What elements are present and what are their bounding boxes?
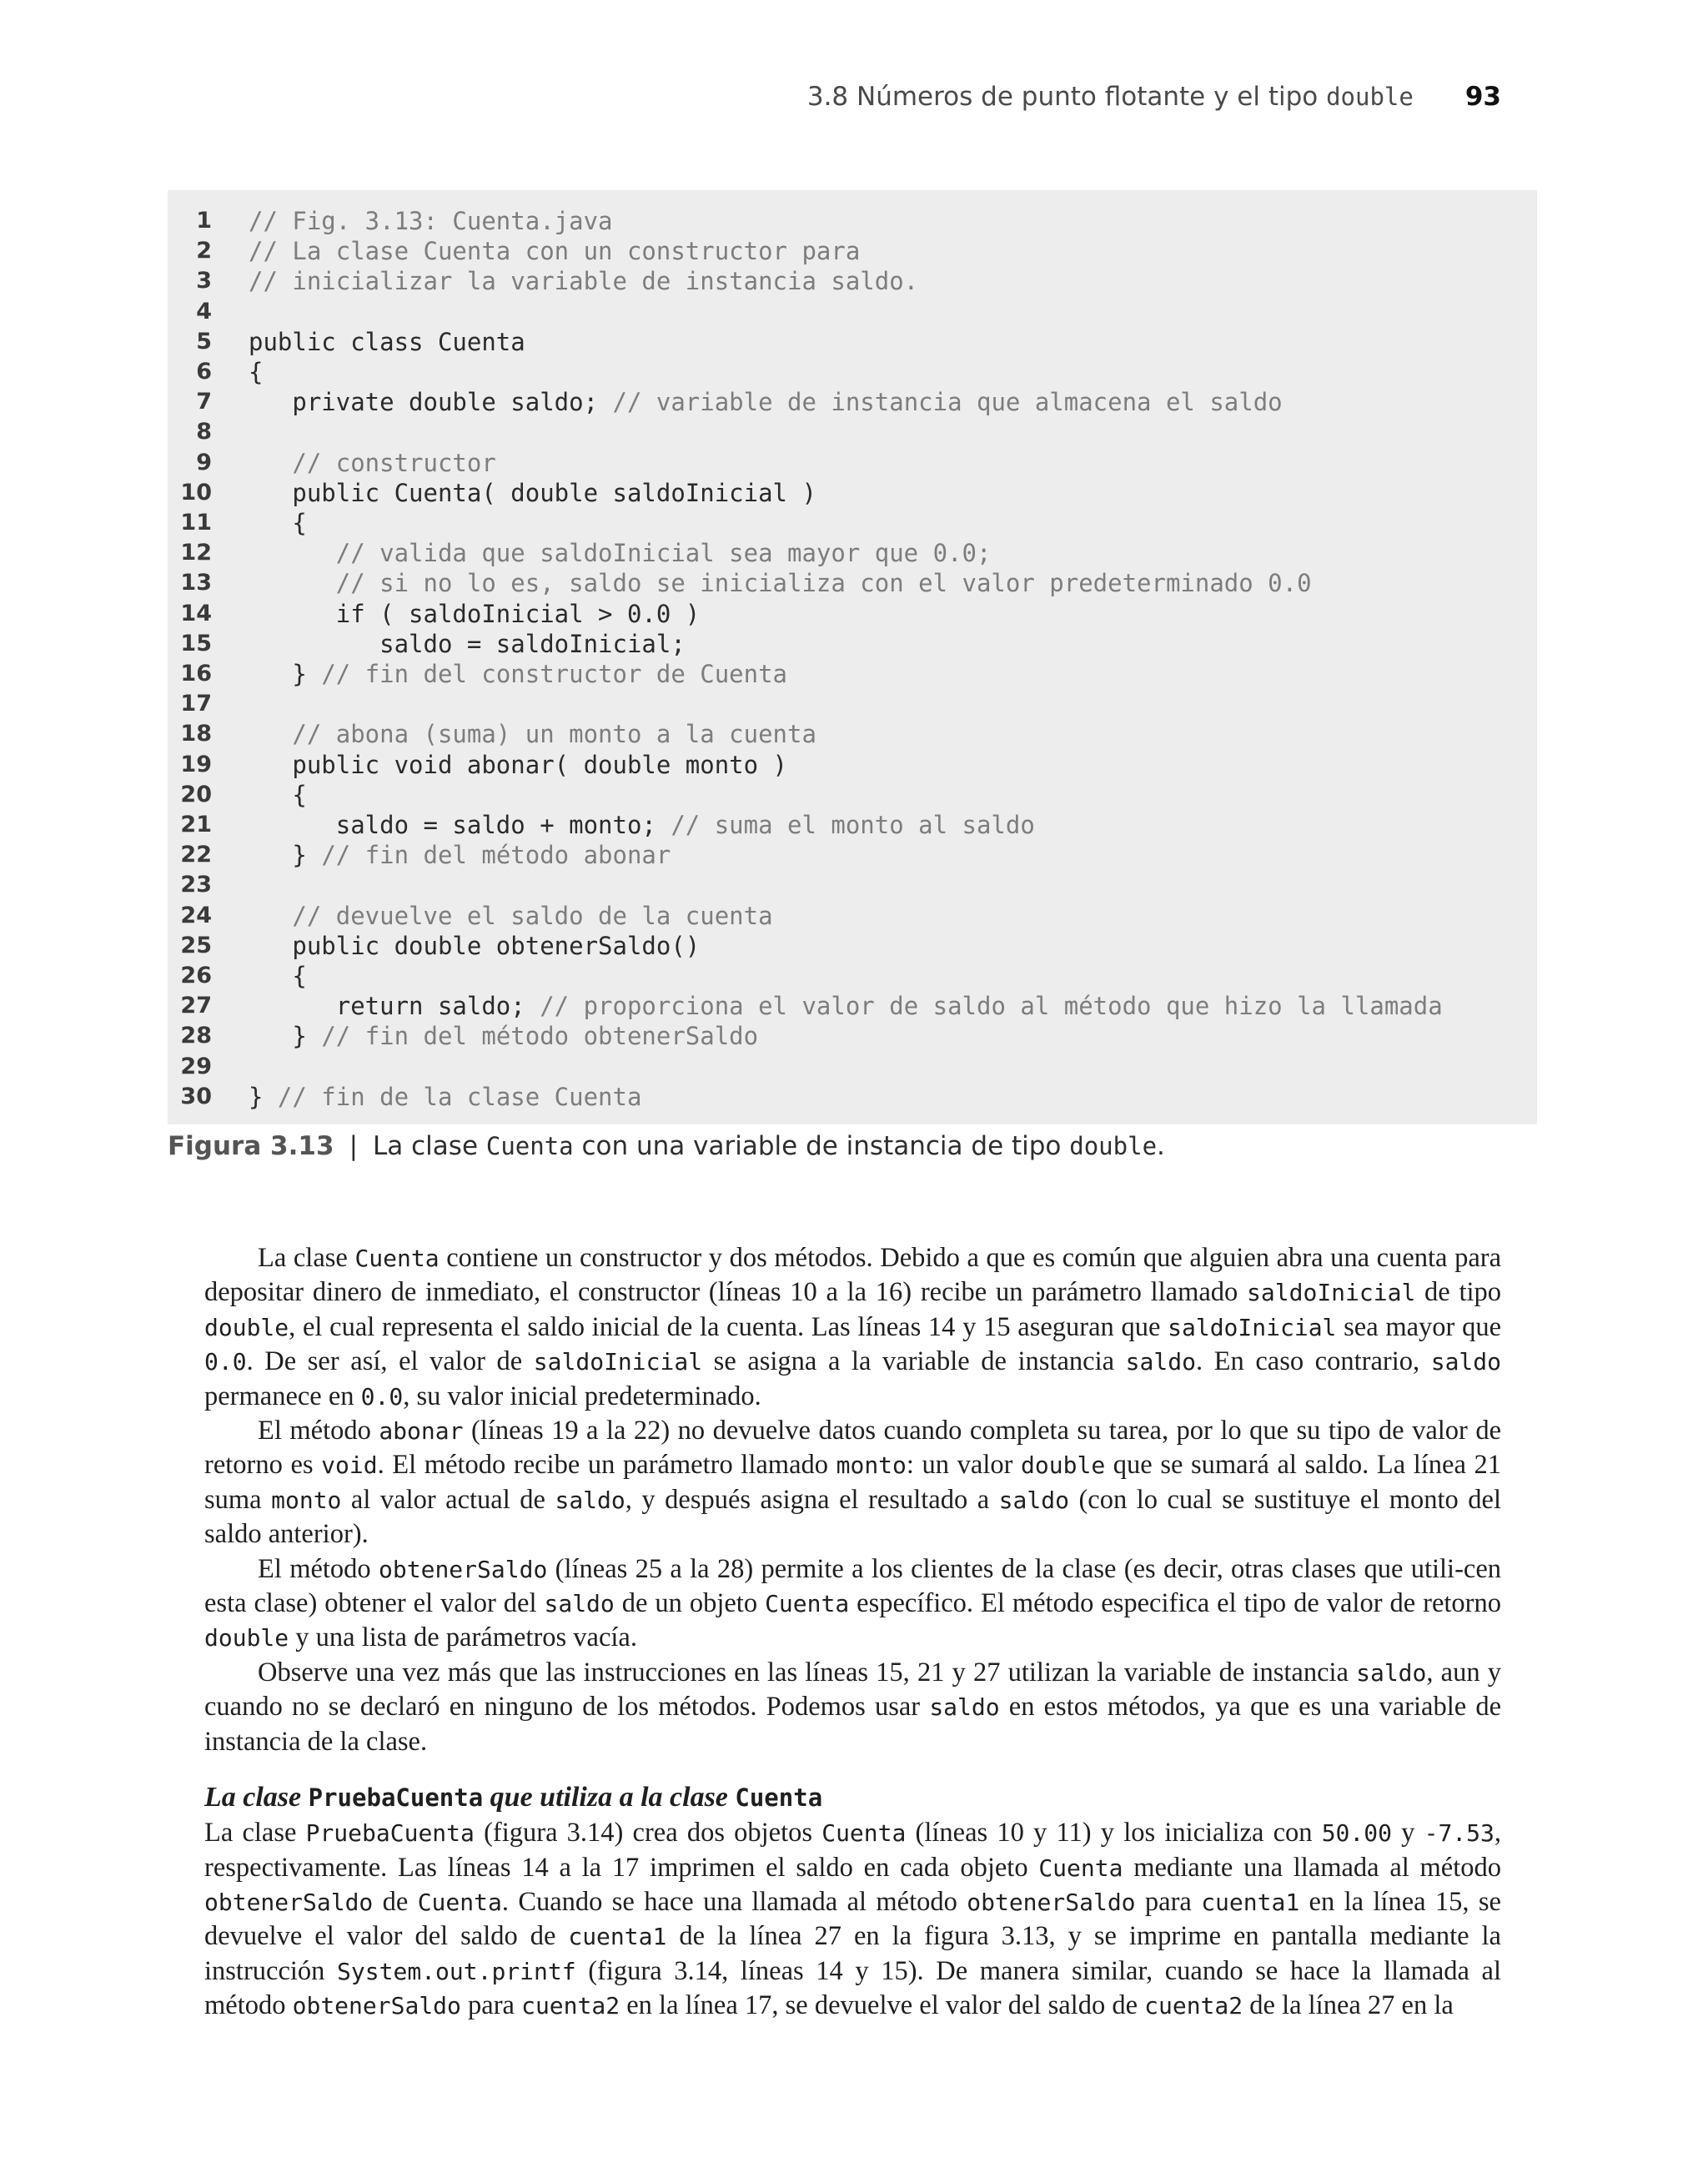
- caption-text-2: con una variable de instancia de tipo: [573, 1131, 1070, 1161]
- inline-code: saldo: [1125, 1348, 1196, 1376]
- code-text: [249, 206, 613, 236]
- inline-code: saldo: [929, 1693, 1000, 1722]
- inline-code: PruebaCuenta: [305, 1819, 475, 1848]
- paragraph: [204, 1656, 1501, 1759]
- line-number: 24: [180, 902, 212, 928]
- line-number: 1: [196, 208, 212, 234]
- inline-code: saldo: [1356, 1658, 1427, 1687]
- paragraph: [204, 1241, 1501, 1414]
- code-text: [249, 327, 525, 357]
- code-fragment: public double obtenerSaldo(): [249, 931, 701, 960]
- code-line: [168, 931, 1537, 961]
- body-text: [204, 1241, 1501, 2024]
- inline-code: saldoInicial: [1168, 1313, 1337, 1341]
- code-line: [168, 266, 1537, 296]
- inline-code: double: [1021, 1451, 1106, 1480]
- text-run: en estos métodos, ya que es una variable de instancia de la clase.: [204, 1692, 1501, 1757]
- caption-text-3: .: [1157, 1131, 1165, 1161]
- code-fragment: // si no lo es, saldo se inicializa con el valor predeterminado 0.0: [249, 569, 1312, 598]
- code-line: [168, 297, 1537, 327]
- code-text: [249, 599, 700, 629]
- code-text: [249, 840, 671, 870]
- text-run: de tipo: [1415, 1277, 1502, 1308]
- code-fragment: // constructor: [249, 448, 496, 477]
- code-fragment: // inicializar la variable de instancia saldo.: [249, 267, 919, 296]
- code-text: [249, 538, 991, 568]
- inline-code: cuenta2: [521, 1992, 620, 2020]
- text-run: al valor actual de: [341, 1484, 555, 1515]
- subheading-code-1: PruebaCuenta: [308, 1783, 484, 1813]
- running-header: [0, 82, 1501, 112]
- line-number: 10: [180, 479, 212, 506]
- section-title-code: double: [1326, 83, 1414, 111]
- line-number: 2: [196, 238, 212, 264]
- code-text: [249, 478, 816, 508]
- caption-text-1: La clase: [373, 1131, 486, 1161]
- line-number: 23: [180, 872, 212, 898]
- code-line: [168, 659, 1537, 689]
- code-text: [249, 448, 496, 478]
- text-run: , el cual representa el saldo inicial de la cuenta. Las líneas 14 y 15 aseguran que: [289, 1311, 1168, 1342]
- code-line: [168, 961, 1537, 991]
- text-run: La clase: [204, 1818, 306, 1849]
- section-title: 3.8 Números de punto flotante y el tipo: [806, 82, 1327, 112]
- text-run: La clase: [258, 1243, 355, 1273]
- text-run: . El método recibe un parámetro llamado: [377, 1450, 836, 1481]
- line-number: 9: [196, 449, 212, 475]
- code-fragment: if ( saldoInicial > 0.0 ): [249, 599, 701, 628]
- code-text: [249, 901, 773, 931]
- code-text: [249, 357, 263, 387]
- inline-code: double: [204, 1624, 289, 1652]
- code-text: [249, 266, 918, 296]
- code-text: [249, 991, 1443, 1021]
- line-number: 12: [180, 540, 212, 566]
- line-number: 18: [180, 721, 212, 747]
- code-line: [168, 901, 1537, 931]
- text-run: , respectivamente. Las líneas 14 a la 17 imprimen el saldo en cada objeto: [204, 1818, 1502, 1883]
- code-text: [249, 780, 307, 810]
- code-line: [168, 417, 1537, 447]
- text-run: y una lista de parámetros vacía.: [289, 1622, 637, 1653]
- inline-code: -7.53: [1424, 1819, 1494, 1848]
- code-line: [168, 327, 1537, 357]
- code-line: [168, 387, 1537, 417]
- code-line: [168, 568, 1537, 598]
- inline-code: saldo: [998, 1486, 1069, 1514]
- code-text: [249, 810, 1035, 840]
- text-run: mediante una llamada al método: [1123, 1852, 1502, 1883]
- line-number: 14: [180, 600, 212, 626]
- text-run: El método: [258, 1553, 379, 1584]
- line-number: 3: [196, 268, 212, 294]
- code-fragment: public Cuenta( double saldoInicial ): [249, 478, 816, 507]
- code-fragment: // abona (suma) un monto a la cuenta: [249, 720, 816, 749]
- text-run: y: [1391, 1818, 1424, 1849]
- code-text: [249, 1082, 641, 1112]
- caption-separator: |: [349, 1131, 359, 1161]
- code-fragment: }: [249, 841, 322, 870]
- text-run: , y después asigna el resultado a: [625, 1484, 999, 1515]
- line-number: 4: [196, 298, 212, 324]
- line-number: 17: [180, 691, 212, 717]
- line-number: 25: [180, 932, 212, 958]
- line-number: 26: [180, 963, 212, 988]
- inline-code: Cuenta: [1038, 1854, 1123, 1882]
- text-run: que se sumará al saldo. La línea 21 suma: [204, 1450, 1501, 1515]
- code-fragment: saldo = saldo + monto;: [249, 811, 671, 839]
- text-run: de: [373, 1886, 418, 1917]
- line-number: 29: [180, 1053, 212, 1079]
- inline-code: saldo: [544, 1590, 615, 1618]
- line-number: 8: [196, 419, 212, 445]
- code-comment: // proporciona el valor de saldo al método que hizo la llamada: [540, 992, 1443, 1021]
- line-number: 15: [180, 630, 212, 656]
- code-line: [168, 719, 1537, 749]
- code-fragment: {: [249, 780, 307, 809]
- code-fragment: {: [249, 962, 307, 990]
- inline-code: Cuenta: [417, 1888, 502, 1916]
- code-text: [249, 961, 307, 991]
- code-listing: [168, 190, 1537, 1124]
- code-fragment: // valida que saldoInicial sea mayor que 0.0;: [249, 539, 992, 568]
- line-number: 28: [180, 1023, 212, 1049]
- code-text: [249, 629, 686, 659]
- text-run: (líneas 10 y 11) y los inicializa con: [906, 1818, 1322, 1849]
- inline-code: double: [204, 1313, 289, 1341]
- line-number: 22: [180, 842, 212, 868]
- text-run: Observe una vez más que las instrucciones en las líneas 15, 21 y 27 utilizan la variable de instancia: [258, 1657, 1357, 1688]
- code-comment: // fin del método obtenerSaldo: [321, 1022, 759, 1051]
- inline-code: abonar: [379, 1417, 464, 1446]
- inline-code: monto: [836, 1451, 907, 1480]
- text-run: para: [1135, 1886, 1202, 1917]
- subheading-text-2: que utiliza a la clase: [483, 1782, 736, 1813]
- code-comment: // fin del constructor de Cuenta: [321, 660, 788, 688]
- code-line: [168, 1052, 1537, 1082]
- code-line: [168, 840, 1537, 870]
- text-run: . En caso contrario,: [1195, 1346, 1431, 1377]
- text-run: permanece en: [204, 1381, 361, 1411]
- code-text: [249, 1021, 758, 1051]
- inline-code: Cuenta: [354, 1245, 440, 1272]
- inline-code: obtenerSaldo: [292, 1992, 461, 2020]
- text-run: específico. El método especifica el tipo de valor de retorno: [849, 1588, 1501, 1619]
- code-line: [168, 357, 1537, 387]
- code-line: [168, 810, 1537, 840]
- inline-code: obtenerSaldo: [204, 1888, 374, 1916]
- code-line: [168, 1082, 1537, 1112]
- code-line: [168, 236, 1537, 266]
- text-run: sea mayor que: [1336, 1311, 1501, 1342]
- inline-code: Cuenta: [821, 1819, 907, 1848]
- inline-code: cuenta1: [1201, 1888, 1300, 1916]
- text-run: de la línea 27 en la figura 3.13, y se imprime en pantalla mediante la instrucción: [204, 1921, 1501, 1986]
- inline-code: 0.0: [204, 1348, 247, 1376]
- text-run: (líneas 19 a la 22) no devuelve datos cuando completa su tarea, por lo que su tipo de valor de retorno es: [204, 1416, 1501, 1481]
- code-fragment: {: [249, 358, 264, 386]
- code-text: [249, 508, 307, 538]
- text-run: , su valor inicial predeterminado.: [403, 1381, 761, 1411]
- text-run: . Cuando se hace una llamada al método: [501, 1886, 967, 1917]
- code-fragment: }: [249, 1022, 322, 1051]
- code-text: [249, 387, 1283, 417]
- inline-code: saldo: [555, 1486, 625, 1514]
- inline-code: monto: [271, 1486, 342, 1514]
- inline-code: saldo: [1430, 1348, 1502, 1376]
- inline-code: obtenerSaldo: [967, 1888, 1136, 1916]
- code-line: [168, 508, 1537, 538]
- text-run: (con lo cual se sustituye el monto del saldo anterior).: [204, 1484, 1502, 1550]
- line-number: 13: [180, 570, 212, 596]
- text-run: de la línea 27 en la: [1243, 1990, 1454, 2021]
- text-run: , aun y cuando no se declaró en ninguno de los métodos. Podemos usar: [204, 1657, 1501, 1723]
- text-run: contiene un constructor y dos métodos. Debido a que es común que alguien abra una cuenta para depositar dinero de inmediato, el constructor (líneas 10 a la 16) recibe un parámetro llamado: [204, 1243, 1501, 1308]
- inline-code: void: [321, 1451, 378, 1480]
- line-number: 5: [196, 328, 212, 355]
- code-comment: // fin de la clase Cuenta: [277, 1082, 642, 1111]
- inline-code: 50.00: [1321, 1819, 1392, 1848]
- code-fragment: saldo = saldoInicial;: [249, 629, 686, 658]
- line-number: 20: [180, 781, 212, 807]
- code-fragment: public void abonar( double monto ): [249, 750, 788, 779]
- line-number: 11: [180, 510, 212, 536]
- line-number: 6: [196, 359, 212, 385]
- figure-label: Figura 3.13: [168, 1131, 334, 1161]
- inline-code: obtenerSaldo: [379, 1555, 548, 1583]
- code-text: [249, 659, 787, 689]
- inline-code: System.out.printf: [337, 1957, 576, 1985]
- text-run: : un valor: [906, 1450, 1022, 1481]
- section-subheading: [204, 1779, 1501, 1816]
- inline-code: saldoInicial: [1247, 1279, 1416, 1307]
- code-fragment: public class Cuenta: [249, 327, 525, 356]
- paragraph: [204, 1816, 1501, 2023]
- code-line: [168, 599, 1537, 629]
- inline-code: saldoInicial: [533, 1348, 703, 1376]
- paragraph: [204, 1414, 1501, 1552]
- code-fragment: return saldo;: [249, 992, 540, 1021]
- inline-code: Cuenta: [765, 1590, 850, 1618]
- line-number: 21: [180, 812, 212, 837]
- caption-code-1: Cuenta: [485, 1132, 574, 1160]
- text-run: en la línea 17, se devuelve el valor del saldo de: [620, 1990, 1145, 2021]
- code-line: [168, 780, 1537, 810]
- code-line: [168, 991, 1537, 1021]
- subheading-text-1: La clase: [204, 1782, 309, 1813]
- code-text: [249, 568, 1312, 598]
- line-number: 27: [180, 993, 212, 1019]
- text-run: (figura 3.14, líneas 14 y 15). De manera similar, cuando se hace la llamada al método: [204, 1955, 1501, 2021]
- text-run: El método: [258, 1416, 379, 1446]
- code-fragment: {: [249, 509, 307, 537]
- code-fragment: }: [249, 660, 322, 688]
- code-line: [168, 750, 1537, 780]
- text-run: (líneas 25 a la 28) permite a los clientes de la clase (es decir, otras clases que utili-cen esta clase) obtener el valor del: [204, 1553, 1502, 1619]
- inline-code: cuenta1: [568, 1923, 667, 1951]
- code-line: [168, 629, 1537, 659]
- code-line: [168, 870, 1537, 900]
- code-comment: // suma el monto al saldo: [671, 811, 1035, 839]
- code-text: [249, 931, 700, 961]
- code-line: [168, 478, 1537, 508]
- page-number: 93: [1464, 82, 1501, 112]
- line-number: 7: [196, 389, 212, 415]
- code-line: [168, 689, 1537, 719]
- line-number: 30: [180, 1083, 212, 1109]
- caption-code-2: double: [1069, 1132, 1158, 1160]
- code-line: [168, 1021, 1537, 1051]
- figure-caption: [168, 1131, 1165, 1161]
- code-comment: // variable de instancia que almacena el saldo: [612, 388, 1283, 417]
- code-text: [249, 236, 860, 266]
- text-run: de un objeto: [614, 1588, 766, 1619]
- code-text: [249, 750, 787, 780]
- text-run: en la línea 15, se devuelve el valor del saldo de: [204, 1886, 1501, 1952]
- code-line: [168, 538, 1537, 568]
- code-fragment: // devuelve el saldo de la cuenta: [249, 901, 773, 930]
- code-line: [168, 448, 1537, 478]
- code-line: [168, 206, 1537, 236]
- code-fragment: // La clase Cuenta con un constructor para: [249, 237, 861, 266]
- code-fragment: }: [249, 1082, 278, 1111]
- inline-code: cuenta2: [1144, 1992, 1243, 2020]
- paragraph: [204, 1552, 1501, 1656]
- code-comment: // fin del método abonar: [321, 841, 671, 870]
- text-run: . De ser así, el valor de: [246, 1346, 534, 1377]
- subheading-code-2: Cuenta: [735, 1783, 823, 1813]
- line-number: 16: [180, 661, 212, 687]
- code-fragment: // Fig. 3.13: Cuenta.java: [249, 207, 613, 235]
- text-run: se asigna a la variable de instancia: [702, 1346, 1126, 1377]
- code-text: [249, 719, 816, 749]
- inline-code: 0.0: [360, 1382, 404, 1411]
- line-number: 19: [180, 751, 212, 777]
- code-fragment: private double saldo;: [249, 388, 613, 417]
- text-run: para: [460, 1990, 522, 2021]
- text-run: (figura 3.14) crea dos objetos: [474, 1818, 822, 1849]
